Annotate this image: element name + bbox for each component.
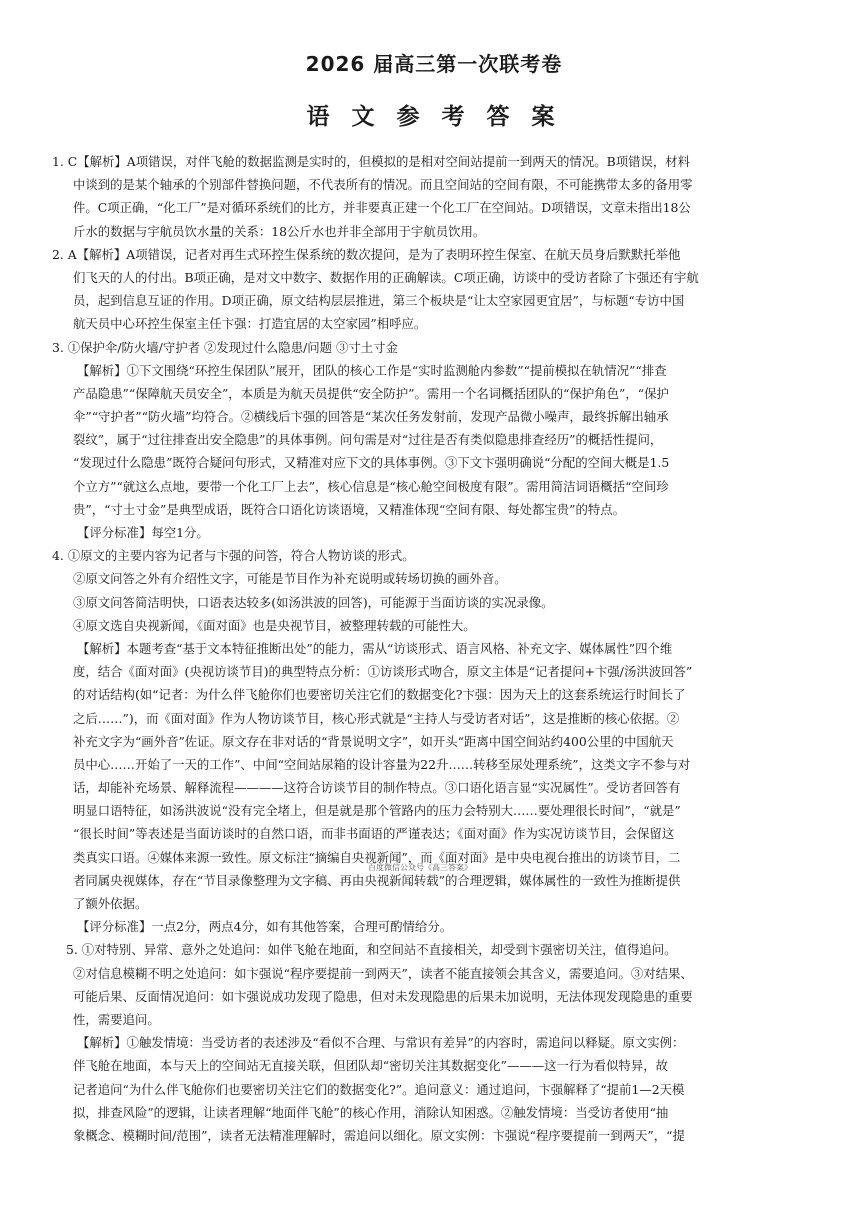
answer-line: 伴飞舱在地面，本与天上的空间站无直接关联，但团队却“密切关注其数据变化”———这一行为看似特异，故 [73, 1058, 669, 1074]
answer-line: 记者追问“为什么伴飞舱你们也要密切关注它们的数据变化?”。追问意义：通过追问，卞强解释了“提前1—2天模 [73, 1081, 685, 1097]
answer-line: 【解析】①触发情境：当受访者的表述涉及“看似不合理、与常识有差异”的内容时，需追问以释疑。原文实例： [77, 1035, 685, 1051]
answer-line: “很长时间”等表述是当面访谈时的自然口语，而非书面语的严谨表达；《面对面》作为实况访谈节目，会保留这 [73, 826, 675, 842]
answer-line: 象概念、模糊时间/范围”，读者无法精准理解时，需追问以细化。原文实例：卞强说“程序要提前一到两天”，“提 [73, 1127, 685, 1143]
answer-line: 的对话结构(如“记者：为什么伴飞舱你们也要密切关注它们的数据变化?卞强：因为天上的这套系统运行时间长了 [73, 687, 686, 703]
answer-line: ④原文选自央视新闻，《面对面》也是央视节目，被整理转载的可能性大。 [73, 617, 476, 633]
answer-line: ②原文问答之外有介绍性文字，可能是节目作为补充说明或转场切换的画外音。 [73, 571, 507, 587]
answer-line: 拟，排查风险”的逻辑，让读者理解“地面伴飞舱”的核心作用，消除认知困惑。②触发情境：当受访者使用“抽 [73, 1104, 669, 1120]
document-subtitle: 语 文 参 考 答 案 [306, 104, 562, 130]
answer-line: 了额外依据。 [73, 896, 148, 911]
answer-line: 【评分标准】每空1分。 [77, 525, 209, 540]
answer-line: 个立方”“就这么点地，要带一个化工厂上去”，核心信息是“核心舱空间极度有限”。需用简洁词语概括“空间珍 [73, 478, 669, 494]
answer-line: 者同属央视媒体，存在“节目录像整理为文字稿、再由央视新闻转载”的合理逻辑，媒体属性的一致性为推断提供 [73, 872, 681, 888]
answer-line: 5. ①对特别、异常、意外之处追问：如伴飞舱在地面，和空间站不直接相关，却受到卞强密切关注，值得追问。 [66, 942, 677, 958]
answer-line: 员中心……开始了一天的工作”、中间“空间站尿箱的设计容量为22升……转移至尿处理系统”，这类文字不参与对 [73, 756, 691, 772]
answer-line: 中谈到的是某个轴承的个别部件替换问题，不代表所有的情况。而且空间站的空间有限，不可能携带太多的备用零 [73, 177, 693, 193]
answer-line: 3. ①保护伞/防火墙/守护者 ②发现过什么隐患/问题 ③寸土寸金 [52, 339, 398, 355]
answer-line: 2. A【解析】A项错误，记者对再生式环控生保系统的数次提问，是为了表明环控生保室、在航天员身后默默托举他 [52, 246, 681, 262]
exam-title: 2026 届高三第一次联考卷 [305, 52, 563, 76]
answer-line: 【评分标准】一点2分，两点4分，如有其他答案，合理可酌情给分。 [77, 919, 453, 935]
answer-line: 贵”，“寸土寸金”是典型成语，既符合口语化访谈语境，又精准体现“空间有限、每处都宝贵”的特点。 [73, 501, 626, 517]
answer-line: 【解析】①下文围绕“环控生保团队”展开，团队的核心工作是“实时监测舱内参数”“提前模拟在轨情况”“排查 [77, 362, 667, 378]
answer-line: 斤水的数据与宇航员饮水量的关系：18公斤水也并非全部用于宇航员饮用。 [73, 223, 486, 239]
answer-line: 话，却能补充场景、解释流程————这符合访谈节目的制作特点。③口语化语言显“实况属性”。受访者回答有 [73, 780, 681, 796]
answer-line: 性，需要追问。 [73, 1011, 160, 1027]
answer-line: 之后……”)，而《面对面》作为人物访谈节目，核心形式就是“主持人与受访者对话”，这是推断的核心依据。② [73, 710, 680, 726]
answer-line: 1. C【解析】A项错误，对伴飞舱的数据监测是实时的，但模拟的是相对空间站提前一到两天的情况。B项错误，材料 [52, 154, 691, 169]
answer-line: 4. ①原文的主要内容为记者与卞强的问答，符合人物访谈的形式。 [52, 548, 415, 564]
answer-line: 【解析】本题考查“基于文本特征推断出处”的能力，需从“访谈形式、语言风格、补充文字、媒体属性”四个维 [77, 640, 673, 656]
answer-line: 员，起到信息互证的作用。D项正确，原文结构层层推进，第三个板块是“让太空家园更宜居”，与标题“专访中国 [73, 293, 685, 309]
answer-line: 度，结合《面对面》(央视访谈节目)的典型特点分析：①访谈形式吻合，原文主体是“记者提问+卞强/汤洪波回答” [73, 664, 693, 680]
watermark: 百度微信公众号《高三答案》 [368, 863, 472, 872]
answer-line: 产品隐患”“保障航天员安全”，本质是为航天员提供“安全防护”。需用一个名词概括团队的“保护角色”，“保护 [73, 385, 669, 401]
answer-body [52, 150, 804, 1147]
answer-line: 类真实口语。④媒体来源一致性。原文标注“摘编自央视新闻”，而《面对面》是中央电视台推出的访谈节目，二 [73, 849, 681, 865]
answer-line: 件。C项正确，“化工厂”是对循环系统们的比方，并非要真正建一个化工厂在空间站。D项错误，文章未指出18公 [73, 200, 691, 216]
answer-line: 航天员中心环控生保室主任卞强：打造宜居的太空家园”相呼应。 [73, 316, 427, 332]
answer-line: ③原文问答简洁明快，口语表达较多(如汤洪波的回答)，可能源于当面访谈的实况录像。 [73, 594, 554, 610]
answer-line: 伞”“守护者”“防火墙”均符合。②横线后卞强的回答是“某次任务发射前，发现产品微小噪声，最终拆解出轴承 [73, 409, 669, 425]
answer-line: 可能后果、反面情况追问：如卞强说成功发现了隐患，但对未发现隐患的后果未加说明，无法体现发现隐患的重要 [73, 988, 693, 1004]
answer-line: 裂纹”，属于“过往排查出安全隐患”的具体事例。问句需是对“过往是否有类似隐患排查经历”的概括性提问， [73, 432, 663, 448]
answer-line: 们飞天的人的付出。B项正确，是对文中数字、数据作用的正确解读。C项正确，访谈中的受访者除了卞强还有宇航 [73, 269, 699, 285]
answer-line: 补充文字为“画外音”佐证。原文存在非对话的“背景说明文字”，如开头“距离中国空间站约400公里的中国航天 [73, 733, 674, 749]
answer-line: 明显口语特征，如汤洪波说“没有完全堵上，但是就是那个管路内的压力会特别大……要处理很长时间”，“就是” [73, 803, 681, 819]
answer-line: ②对信息模糊不明之处追问：如卞强说“程序要提前一到两天”，读者不能直接领会其含义，需要追问。③对结果、 [73, 965, 693, 981]
answer-line: “发现过什么隐患”既符合疑问句形式，又精准对应下文的具体事例。③下文卞强明确说“分配的空间大概是1.5 [73, 455, 670, 471]
